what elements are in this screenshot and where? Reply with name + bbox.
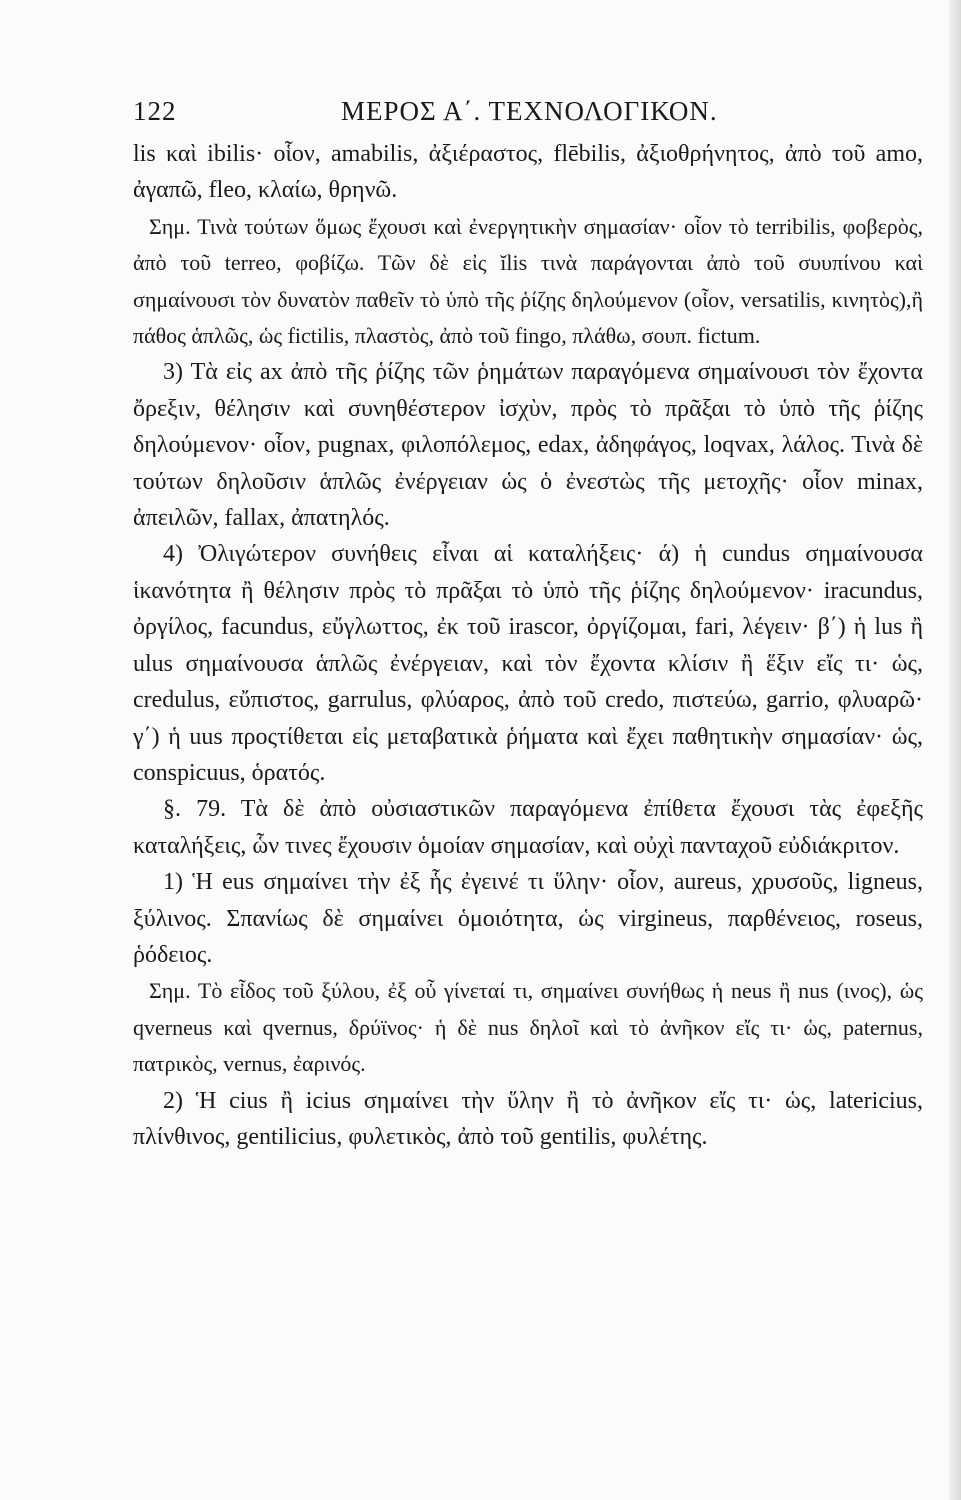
page-edge-shadow xyxy=(949,0,961,1500)
note-paragraph-2: Σημ. Τὸ εἶδος τοῦ ξύλου, ἐξ οὗ γίνεταί τι, σημαίνει συνήθως ἡ neus ἢ nus (ινος), ὡς qverneus καὶ qvernus, δρύϊνος· ἡ δὲ nus δηλοῖ καὶ τὸ ἀνῆκον εἴς τι· ὡς, paternus, πατρικὸς, vernus, ἐαρινός. xyxy=(133,978,923,1077)
note-paragraph: Σημ. Τινὰ τούτων ὅμως ἔχουσι καὶ ἐνεργητικὴν σημασίαν· οἷον τὸ terribilis, φοβερὸς, ἀπὸ τοῦ terreo, φοβίζω. Τῶν δὲ εἰς ĭlis τινὰ παράγονται ἀπὸ τοῦ συυπίνου καὶ σημαίνουσι τὸν δυνατὸν παθεῖν τὸ ὑπὸ τῆς ῥίζης δηλούμενον (οἷον, versatilis, κινητὸς),ἢ πάθος ἁπλῶς, ὡς fictilis, πλαστὸς, ἀπὸ τοῦ fingo, πλάθω, σουπ. fictum. xyxy=(133,213,923,349)
paragraph-continuation: lis καὶ ibilis· οἷον, amabilis, ἀξιέραστος, flēbilis, ἀξιοθρήνητος, ἀπὸ τοῦ amo, ἀγαπῶ, fleo, κλαίω, θρηνῶ. xyxy=(133,141,923,204)
page-number: 122 xyxy=(133,96,177,126)
paragraph-79-1: 1) Ἡ eus σημαίνει τὴν ἐξ ἧς ἐγεινέ τι ὕλην· οἷον, aureus, χρυσοῦς, ligneus, ξύλινος. Σπανίως δὲ σημαίνει ὁμοιότητα, ὡς virgineus, παρθένειος, roseus, ῥόδειος. xyxy=(133,869,923,968)
paragraph-79-2: 2) Ἡ cius ἢ icius σημαίνει τὴν ὕλην ἢ τὸ ἀνῆκον εἴς τι· ὡς, latericius, πλίνθινος, gentilicius, φυλετικὸς, ἀπὸ τοῦ gentilis, φυλέτης. xyxy=(133,1087,923,1150)
paragraph-3: 3) Τὰ εἰς ax ἀπὸ τῆς ῥίζης τῶν ῥημάτων παραγόμενα σημαίνουσι τὸν ἔχοντα ὄρεξιν, θέλησιν καὶ συνηθέστερον ἰσχὺν, πρὸς τὸ πρᾶξαι τὸ ὑπὸ τῆς ῥίζης δηλούμενον· οἷον, pugnax, φιλοπόλεμος, edax, ἀδηφάγος, loqvax, λάλος. Τινὰ δὲ τούτων δηλοῦσιν ἁπλῶς ἐνέργειαν ὡς ὁ ἐνεστὼς τῆς μετοχῆς· οἷον minax, ἀπειλῶν, fallax, ἀπατηλός. xyxy=(133,359,923,532)
section-79: §. 79. Τὰ δὲ ἀπὸ οὐσιαστικῶν παραγόμενα ἐπίθετα ἔχουσι τὰς ἐφεξῆς καταλήξεις, ὧν τινες ἔχουσιν ὁμοίαν σημασίαν, καὶ οὐχὶ πανταχοῦ εὐδιάκριτον. xyxy=(133,796,923,859)
paragraph-4: 4) Ὀλιγώτερον συνήθεις εἶναι αἱ καταλήξεις· ά) ἡ cundus σημαίνουσα ἱκανότητα ἢ θέλησιν πρὸς τὸ πρᾶξαι τὸ ὑπὸ τῆς ῥίζης δηλούμενον· iracundus, ὀργίλος, facundus, εὔγλωττος, ἐκ τοῦ irascor, ὀργίζομαι, fari, λέγειν· β΄) ἡ lus ἢ ulus σημαίνουσα ἁπλῶς ἐνέργειαν, καὶ τὸν ἔχοντα κλίσιν ἢ ἕξιν εἴς τι· ὡς, credulus, εὔπιστος, garrulus, φλύαρος, ἀπὸ τοῦ credo, πιστεύω, garrio, φλυαρῶ· γ΄) ἡ uus προςτίθεται εἰς μεταβατικὰ ῥήματα καὶ ἔχει παθητικὴν σημασίαν· ὡς, conspicuus, ὁρατός. xyxy=(133,541,923,786)
page-body xyxy=(133,136,923,1155)
running-title: ΜΕΡΟΣ Α΄. ΤΕΧΝΟΛΟΓΙΚΟΝ. xyxy=(341,96,718,126)
